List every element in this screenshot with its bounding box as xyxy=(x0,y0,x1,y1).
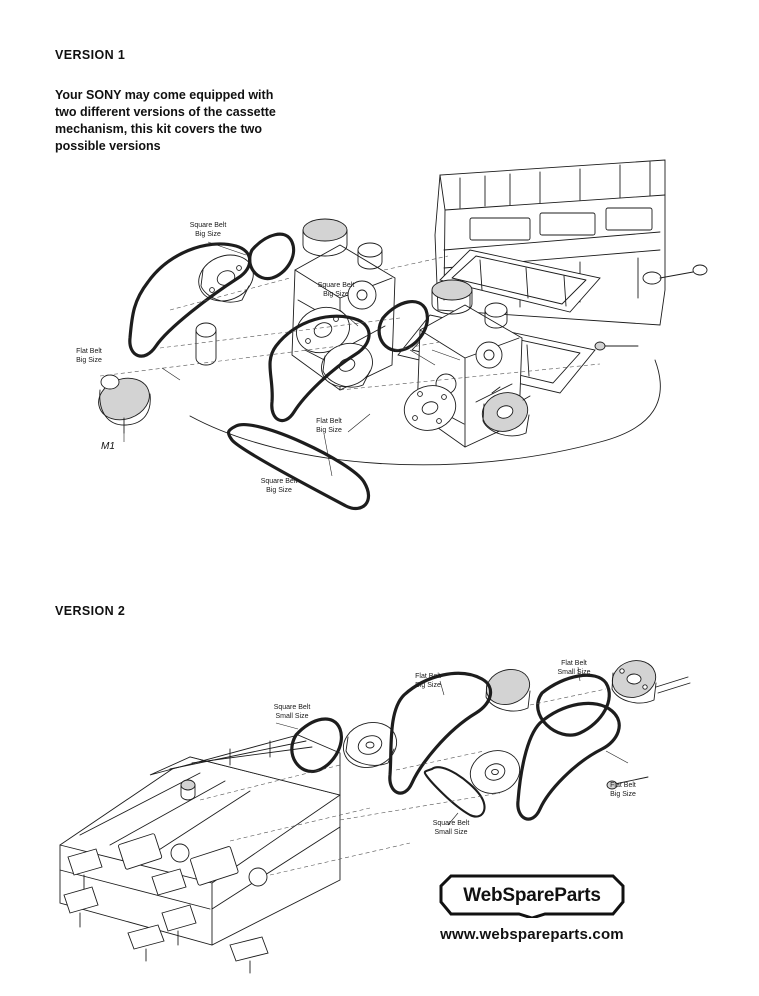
callout-line-1: Square Belt xyxy=(260,478,298,485)
callout-line-2: Big Size xyxy=(76,356,102,364)
callout-line-2: Big Size xyxy=(415,681,441,689)
brand-shield-shape xyxy=(437,872,627,918)
callout-line-1: Flat Belt xyxy=(415,673,441,680)
callout-square-belt-big-2 xyxy=(306,282,366,299)
callout-line-1: Flat Belt xyxy=(561,660,587,667)
belt-square-big-1 xyxy=(250,234,294,278)
brand-name: WebSpareParts xyxy=(463,885,601,906)
callout-line-2: Big Size xyxy=(195,230,221,238)
belt-square-big-3 xyxy=(229,425,369,509)
callout-flat-belt-big-1 xyxy=(62,348,116,365)
motor-m1 xyxy=(93,371,156,442)
callout-line-1: Square Belt xyxy=(317,282,355,289)
callout-line-2: Big Size xyxy=(266,486,292,494)
callout-line-1: Flat Belt xyxy=(76,348,102,355)
shaft-right xyxy=(595,342,638,350)
callout-square-belt-big-1 xyxy=(178,222,238,239)
callout-flat-belt-big-2 xyxy=(302,418,356,435)
callout-flat-belt-big-v2-1 xyxy=(401,673,455,690)
callout-line-1: Square Belt xyxy=(273,704,311,711)
callout-flat-belt-small-v2-1 xyxy=(545,660,603,677)
callout-line-2: Big Size xyxy=(610,790,636,798)
callout-line-1: Square Belt xyxy=(432,820,470,827)
callout-line-2: Small Size xyxy=(275,712,309,720)
belt-v2-flat-big-2 xyxy=(518,703,619,819)
callout-line-2: Big Size xyxy=(316,426,342,434)
callout-line-2: Big Size xyxy=(323,290,349,298)
callout-line-1: Flat Belt xyxy=(610,782,636,789)
callout-line-2: Small Size xyxy=(557,668,591,676)
callout-line-1: Square Belt xyxy=(189,222,227,229)
callout-square-belt-small-1 xyxy=(262,704,322,721)
roller-cylinder xyxy=(196,323,216,365)
version-1-svg xyxy=(40,150,740,550)
version-2-exploded-diagram xyxy=(40,645,740,975)
version-2-svg xyxy=(40,645,740,975)
version-1-exploded-diagram xyxy=(40,150,740,550)
intro-paragraph: Your SONY may come equipped with two different versions of the cassette mechanism, this kit covers the two possible versions xyxy=(55,88,276,153)
motor-label-m1: M1 xyxy=(101,441,115,452)
callout-square-belt-big-3 xyxy=(249,478,309,495)
brand-url: www.webspareparts.com xyxy=(440,926,624,943)
version-2-title: VERSION 2 xyxy=(55,604,126,618)
pulley-v2-mid xyxy=(465,744,526,799)
callout-square-belt-small-2 xyxy=(420,820,482,837)
callout-line-2: Small Size xyxy=(434,828,468,836)
callout-flat-belt-big-v2-2 xyxy=(596,782,650,799)
callout-line-1: Flat Belt xyxy=(316,418,342,425)
footer-brand xyxy=(437,872,627,943)
version-1-title: VERSION 1 xyxy=(55,48,126,62)
motor-v2-right xyxy=(608,655,690,703)
